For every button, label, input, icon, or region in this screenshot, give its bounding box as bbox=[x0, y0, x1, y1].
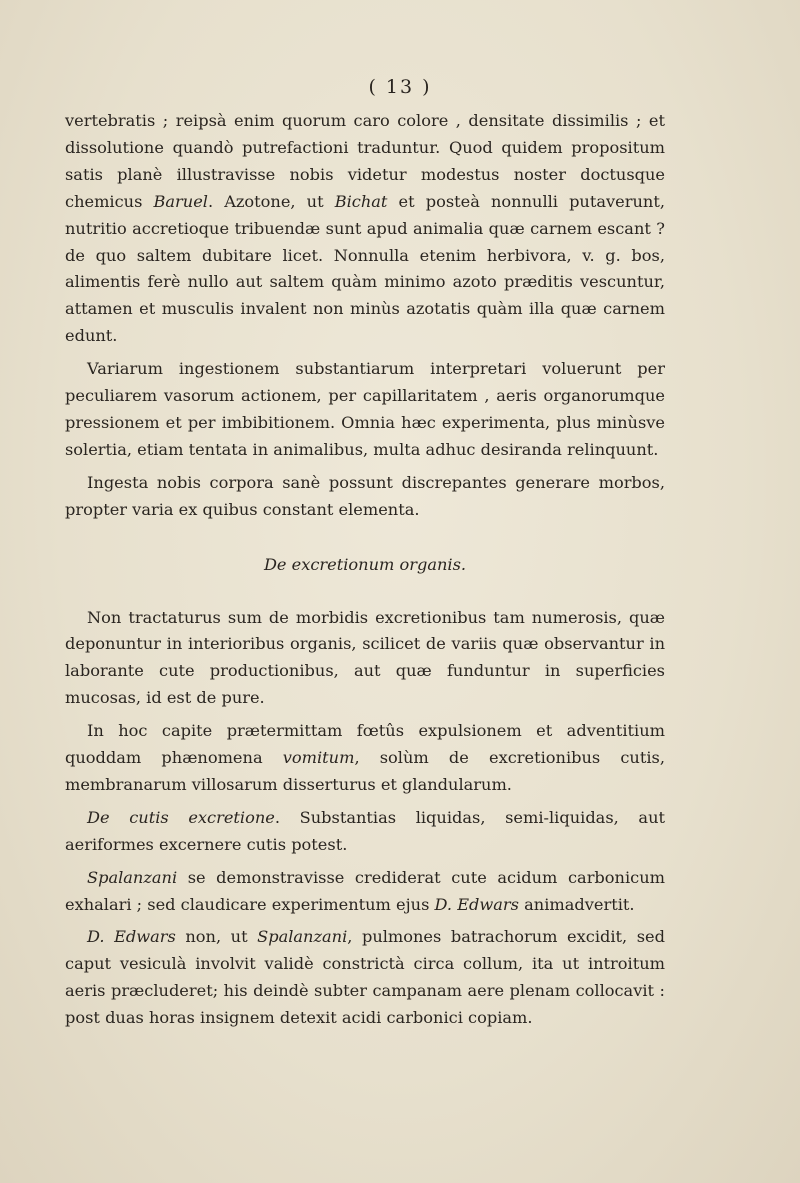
page-number: ( 13 ) bbox=[368, 76, 432, 98]
paragraph-2: Variarum ingestionem substantiarum interpretari voluerunt per peculiarem vasorum actionem, per capillaritatem , aeris organorumque pressionem et per imbibitionem. Omnia hæc experimenta, plus minùsve solertia, etiam tentata in animalibus, multa adhuc desiranda relinquunt. bbox=[65, 359, 665, 459]
paragraph-7: Spalanzani se demonstravisse crediderat cute acidum carbonicum exhalari ; sed claudicare experimentum ejus D. Edwars animadvertit. bbox=[65, 867, 665, 914]
paragraph-3: Ingesta nobis corpora sanè possunt discrepantes generare morbos, propter varia ex quibus constant elementa. bbox=[65, 472, 665, 519]
paragraph-5: In hoc capite prætermittam fœtûs expulsionem et adventitium quoddam phænomena vomitum, solùm de excretionibus cutis, membranarum villosarum disserturus et glandularum. bbox=[65, 721, 665, 794]
paragraph-1: vertebratis ; reipsà enim quorum caro colore , densitate dissimilis ; et dissolutione quandò putrefactioni traduntur. Quod quidem propositum satis planè illustravisse nobis videtur modestus noster doctusque chemicus Baruel. Azotone, ut Bichat et posteà nonnulli putaverunt, nutritio accretioque tribuendæ sunt apud animalia quæ carnem escant ? de quo saltem dubitare licet. Nonnulla etenim herbivora, v. g. bos, alimentis ferè nullo aut saltem quàm minimo azoto præditis vescuntur, attamen et musculis invalent non minùs azotatis quàm illa quæ carnem edunt. bbox=[65, 111, 665, 346]
paragraph-8: D. Edwars non, ut Spalanzani, pulmones batrachorum excidit, sed caput vesiculà involvit validè constrictà circa collum, ita ut introitum aeris præcluderet; his deindè subter campanam aere plenam collocavit : post duas horas insignem detexit acidi carbonici copiam. bbox=[65, 927, 665, 1028]
paragraph-4: Non tractaturus sum de morbidis excretionibus tam numerosis, quæ deponuntur in interioribus organis, scilicet de variis quæ observantur in laborante cute productionibus, aut quæ funduntur in superficies mucosas, id est de pure. bbox=[65, 607, 665, 708]
paragraph-6: De cutis excretione. Substantias liquidas, semi-liquidas, aut aeriformes excernere cutis potest. bbox=[65, 807, 666, 854]
section-heading: De excretionum organis. bbox=[263, 554, 467, 574]
body-text bbox=[65, 108, 665, 1032]
